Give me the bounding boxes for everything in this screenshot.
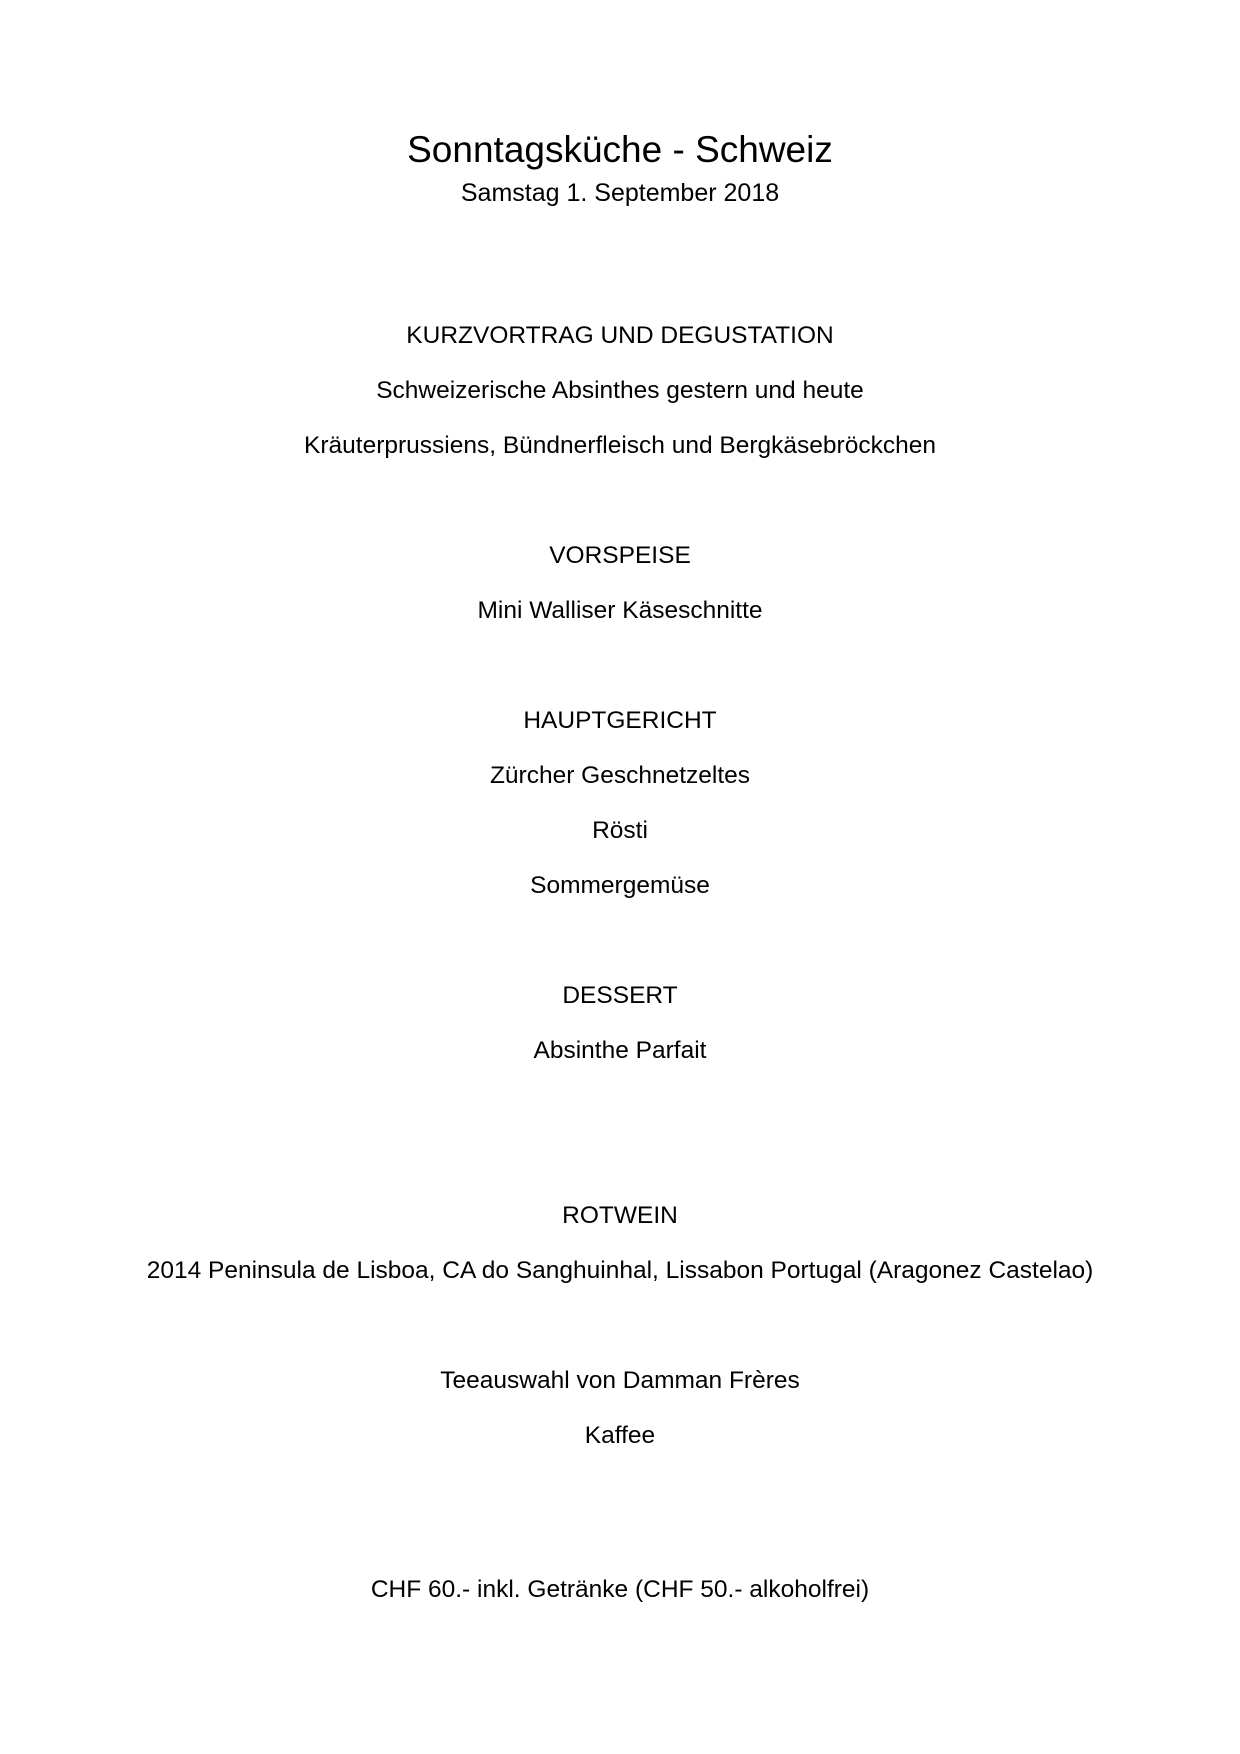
- wine-item: 2014 Peninsula de Lisboa, CA do Sanghuinhal, Lissabon Portugal (Aragonez Castelao): [146, 1257, 1094, 1284]
- drink-item: Kaffee: [584, 1422, 656, 1449]
- section-heading-hauptgericht: HAUPTGERICHT: [523, 707, 717, 734]
- section-heading-degustation: KURZVORTRAG UND DEGUSTATION: [406, 322, 834, 349]
- menu-item: Sommergemüse: [530, 872, 710, 899]
- menu-item: Schweizerische Absinthes gestern und heute: [376, 377, 864, 404]
- menu-item: Mini Walliser Käseschnitte: [477, 597, 763, 624]
- section-heading-vorspeise: VORSPEISE: [549, 542, 691, 569]
- section-heading-dessert: DESSERT: [562, 982, 678, 1009]
- menu-item: Rösti: [592, 817, 648, 844]
- menu-item: Zürcher Geschnetzeltes: [489, 762, 751, 789]
- event-date: Samstag 1. September 2018: [460, 179, 780, 207]
- drink-item: Teeauswahl von Damman Frères: [440, 1367, 800, 1394]
- price-note: CHF 60.- inkl. Getränke (CHF 50.- alkoholfrei): [370, 1576, 870, 1603]
- menu-item: Absinthe Parfait: [533, 1037, 707, 1064]
- menu-item: Kräuterprussiens, Bündnerfleisch und Bergkäsebröckchen: [304, 432, 936, 459]
- page-title: Sonntagsküche - Schweiz: [407, 129, 833, 170]
- section-heading-rotwein: ROTWEIN: [562, 1202, 678, 1229]
